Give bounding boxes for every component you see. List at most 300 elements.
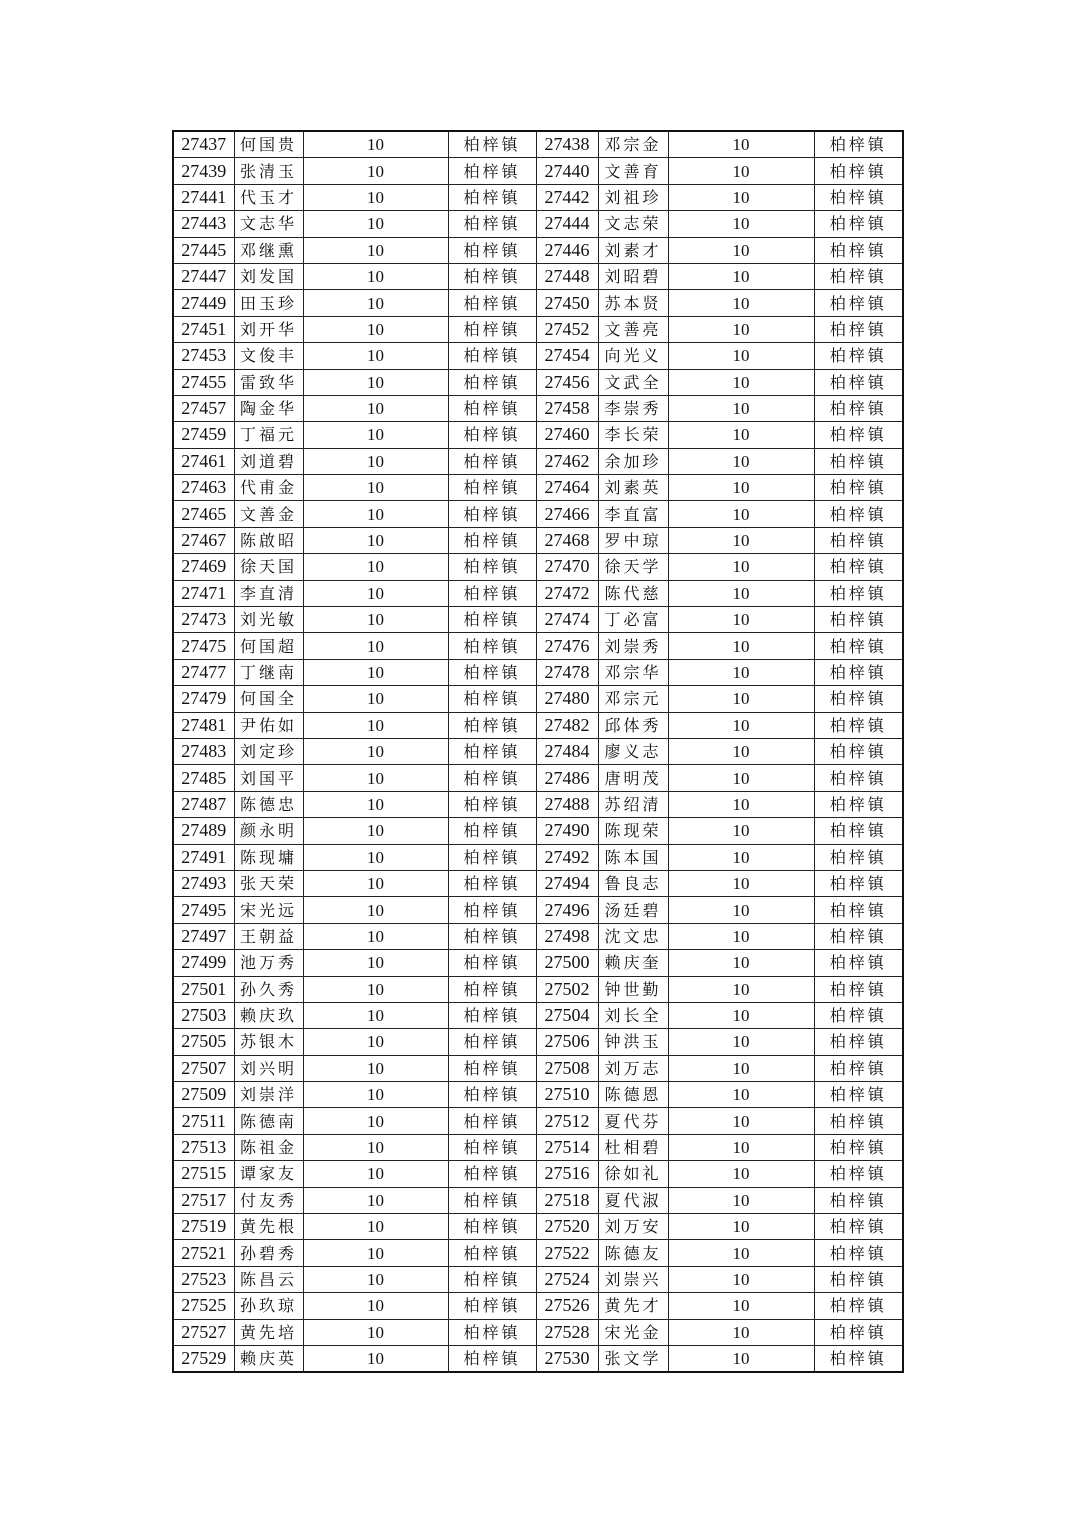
town-name-cell: 柏梓镇 — [448, 607, 536, 633]
town-name-cell: 柏梓镇 — [814, 738, 903, 764]
person-name-cell: 黄先根 — [234, 1214, 303, 1240]
town-name-cell: 柏梓镇 — [448, 738, 536, 764]
record-id-cell: 27462 — [536, 448, 598, 474]
town-name-cell: 柏梓镇 — [448, 976, 536, 1002]
amount-cell: 10 — [668, 554, 814, 580]
amount-cell: 10 — [303, 1293, 448, 1319]
record-id-cell: 27444 — [536, 211, 598, 237]
record-id-cell: 27451 — [173, 316, 234, 342]
record-id-cell: 27497 — [173, 923, 234, 949]
record-id-cell: 27459 — [173, 422, 234, 448]
person-name-cell: 夏代芬 — [598, 1108, 668, 1134]
amount-cell: 10 — [668, 870, 814, 896]
record-id-cell: 27503 — [173, 1002, 234, 1028]
town-name-cell: 柏梓镇 — [814, 976, 903, 1002]
amount-cell: 10 — [668, 131, 814, 158]
town-name-cell: 柏梓镇 — [814, 290, 903, 316]
town-name-cell: 柏梓镇 — [814, 1319, 903, 1345]
town-name-cell: 柏梓镇 — [448, 237, 536, 263]
table-row — [173, 395, 903, 421]
person-name-cell: 陈本国 — [598, 844, 668, 870]
record-id-cell: 27492 — [536, 844, 598, 870]
town-name-cell: 柏梓镇 — [448, 369, 536, 395]
record-id-cell: 27502 — [536, 976, 598, 1002]
amount-cell: 10 — [303, 1266, 448, 1292]
person-name-cell: 何国全 — [234, 686, 303, 712]
table-row — [173, 290, 903, 316]
record-id-cell: 27472 — [536, 580, 598, 606]
person-name-cell: 徐天国 — [234, 554, 303, 580]
person-name-cell: 孙碧秀 — [234, 1240, 303, 1266]
record-id-cell: 27496 — [536, 897, 598, 923]
town-name-cell: 柏梓镇 — [448, 554, 536, 580]
amount-cell: 10 — [303, 580, 448, 606]
record-id-cell: 27498 — [536, 923, 598, 949]
record-id-cell: 27440 — [536, 158, 598, 184]
record-id-cell: 27530 — [536, 1345, 598, 1372]
table-row — [173, 712, 903, 738]
table-row — [173, 343, 903, 369]
person-name-cell: 刘长全 — [598, 1002, 668, 1028]
town-name-cell: 柏梓镇 — [448, 422, 536, 448]
table-row — [173, 1082, 903, 1108]
record-id-cell: 27467 — [173, 527, 234, 553]
amount-cell: 10 — [668, 923, 814, 949]
amount-cell: 10 — [668, 1187, 814, 1213]
amount-cell: 10 — [303, 738, 448, 764]
person-name-cell: 刘万安 — [598, 1214, 668, 1240]
amount-cell: 10 — [668, 448, 814, 474]
town-name-cell: 柏梓镇 — [814, 1345, 903, 1372]
table-row — [173, 1214, 903, 1240]
amount-cell: 10 — [303, 686, 448, 712]
person-name-cell: 鲁良志 — [598, 870, 668, 896]
person-name-cell: 谭家友 — [234, 1161, 303, 1187]
person-name-cell: 颜永明 — [234, 818, 303, 844]
table-row — [173, 131, 903, 158]
town-name-cell: 柏梓镇 — [814, 791, 903, 817]
town-name-cell: 柏梓镇 — [814, 554, 903, 580]
table-row — [173, 501, 903, 527]
table-row — [173, 1055, 903, 1081]
amount-cell: 10 — [668, 501, 814, 527]
town-name-cell: 柏梓镇 — [448, 1293, 536, 1319]
person-name-cell: 刘素才 — [598, 237, 668, 263]
amount-cell: 10 — [303, 1055, 448, 1081]
person-name-cell: 钟世勤 — [598, 976, 668, 1002]
table-row — [173, 316, 903, 342]
person-name-cell: 文善亮 — [598, 316, 668, 342]
record-id-cell: 27455 — [173, 369, 234, 395]
amount-cell: 10 — [668, 897, 814, 923]
amount-cell: 10 — [668, 369, 814, 395]
person-name-cell: 李崇秀 — [598, 395, 668, 421]
amount-cell: 10 — [303, 1082, 448, 1108]
record-id-cell: 27450 — [536, 290, 598, 316]
record-id-cell: 27523 — [173, 1266, 234, 1292]
person-name-cell: 陈啟昭 — [234, 527, 303, 553]
amount-cell: 10 — [303, 501, 448, 527]
record-id-cell: 27443 — [173, 211, 234, 237]
record-id-cell: 27473 — [173, 607, 234, 633]
record-id-cell: 27445 — [173, 237, 234, 263]
table-row — [173, 527, 903, 553]
town-name-cell: 柏梓镇 — [814, 1293, 903, 1319]
record-id-cell: 27463 — [173, 475, 234, 501]
town-name-cell: 柏梓镇 — [448, 1266, 536, 1292]
record-id-cell: 27479 — [173, 686, 234, 712]
amount-cell: 10 — [668, 343, 814, 369]
amount-cell: 10 — [303, 712, 448, 738]
town-name-cell: 柏梓镇 — [448, 686, 536, 712]
person-name-cell: 何国贵 — [234, 131, 303, 158]
town-name-cell: 柏梓镇 — [814, 950, 903, 976]
amount-cell: 10 — [303, 1319, 448, 1345]
person-name-cell: 刘昭碧 — [598, 263, 668, 289]
amount-cell: 10 — [303, 1002, 448, 1028]
town-name-cell: 柏梓镇 — [448, 1082, 536, 1108]
table-row — [173, 686, 903, 712]
town-name-cell: 柏梓镇 — [814, 211, 903, 237]
town-name-cell: 柏梓镇 — [814, 343, 903, 369]
record-id-cell: 27447 — [173, 263, 234, 289]
person-name-cell: 刘崇洋 — [234, 1082, 303, 1108]
record-id-cell: 27505 — [173, 1029, 234, 1055]
person-name-cell: 文志华 — [234, 211, 303, 237]
record-id-cell: 27461 — [173, 448, 234, 474]
record-id-cell: 27516 — [536, 1161, 598, 1187]
person-name-cell: 赖庆玖 — [234, 1002, 303, 1028]
record-id-cell: 27457 — [173, 395, 234, 421]
person-name-cell: 赖庆英 — [234, 1345, 303, 1372]
table-row — [173, 870, 903, 896]
person-name-cell: 刘国平 — [234, 765, 303, 791]
person-name-cell: 孙久秀 — [234, 976, 303, 1002]
record-id-cell: 27477 — [173, 659, 234, 685]
person-name-cell: 苏绍清 — [598, 791, 668, 817]
town-name-cell: 柏梓镇 — [814, 1029, 903, 1055]
town-name-cell: 柏梓镇 — [814, 369, 903, 395]
amount-cell: 10 — [668, 738, 814, 764]
person-name-cell: 邓宗元 — [598, 686, 668, 712]
amount-cell: 10 — [668, 527, 814, 553]
town-name-cell: 柏梓镇 — [814, 1108, 903, 1134]
record-id-cell: 27488 — [536, 791, 598, 817]
amount-cell: 10 — [303, 448, 448, 474]
record-id-cell: 27460 — [536, 422, 598, 448]
person-name-cell: 丁继南 — [234, 659, 303, 685]
amount-cell: 10 — [668, 1161, 814, 1187]
person-name-cell: 宋光远 — [234, 897, 303, 923]
person-name-cell: 文志荣 — [598, 211, 668, 237]
record-id-cell: 27486 — [536, 765, 598, 791]
amount-cell: 10 — [303, 184, 448, 210]
record-id-cell: 27480 — [536, 686, 598, 712]
amount-cell: 10 — [303, 1134, 448, 1160]
amount-cell: 10 — [668, 712, 814, 738]
table-row — [173, 1108, 903, 1134]
table-row — [173, 738, 903, 764]
table-row — [173, 1345, 903, 1372]
record-id-cell: 27456 — [536, 369, 598, 395]
amount-cell: 10 — [303, 290, 448, 316]
record-id-cell: 27441 — [173, 184, 234, 210]
amount-cell: 10 — [668, 1293, 814, 1319]
amount-cell: 10 — [303, 633, 448, 659]
person-name-cell: 赖庆奎 — [598, 950, 668, 976]
town-name-cell: 柏梓镇 — [448, 1108, 536, 1134]
record-id-cell: 27501 — [173, 976, 234, 1002]
record-id-cell: 27509 — [173, 1082, 234, 1108]
town-name-cell: 柏梓镇 — [814, 448, 903, 474]
person-name-cell: 杜相碧 — [598, 1134, 668, 1160]
person-name-cell: 沈文忠 — [598, 923, 668, 949]
town-name-cell: 柏梓镇 — [814, 475, 903, 501]
town-name-cell: 柏梓镇 — [814, 1082, 903, 1108]
record-id-cell: 27493 — [173, 870, 234, 896]
town-name-cell: 柏梓镇 — [448, 527, 536, 553]
town-name-cell: 柏梓镇 — [814, 923, 903, 949]
table-row — [173, 1161, 903, 1187]
record-id-cell: 27449 — [173, 290, 234, 316]
person-name-cell: 陈祖金 — [234, 1134, 303, 1160]
record-id-cell: 27442 — [536, 184, 598, 210]
town-name-cell: 柏梓镇 — [814, 897, 903, 923]
town-name-cell: 柏梓镇 — [448, 263, 536, 289]
amount-cell: 10 — [303, 158, 448, 184]
record-id-cell: 27512 — [536, 1108, 598, 1134]
record-id-cell: 27439 — [173, 158, 234, 184]
town-name-cell: 柏梓镇 — [814, 844, 903, 870]
record-id-cell: 27438 — [536, 131, 598, 158]
person-name-cell: 付友秀 — [234, 1187, 303, 1213]
person-name-cell: 邱体秀 — [598, 712, 668, 738]
table-row — [173, 475, 903, 501]
town-name-cell: 柏梓镇 — [448, 659, 536, 685]
table-row — [173, 897, 903, 923]
amount-cell: 10 — [668, 1240, 814, 1266]
town-name-cell: 柏梓镇 — [814, 237, 903, 263]
person-name-cell: 汤廷碧 — [598, 897, 668, 923]
amount-cell: 10 — [303, 844, 448, 870]
amount-cell: 10 — [668, 765, 814, 791]
person-name-cell: 钟洪玉 — [598, 1029, 668, 1055]
person-name-cell: 尹佑如 — [234, 712, 303, 738]
table-row — [173, 1266, 903, 1292]
record-id-cell: 27482 — [536, 712, 598, 738]
person-name-cell: 黄先才 — [598, 1293, 668, 1319]
amount-cell: 10 — [303, 395, 448, 421]
amount-cell: 10 — [303, 422, 448, 448]
person-name-cell: 徐如礼 — [598, 1161, 668, 1187]
person-name-cell: 文善育 — [598, 158, 668, 184]
town-name-cell: 柏梓镇 — [448, 1240, 536, 1266]
amount-cell: 10 — [303, 263, 448, 289]
person-name-cell: 刘定珍 — [234, 738, 303, 764]
table-row — [173, 211, 903, 237]
amount-cell: 10 — [668, 633, 814, 659]
person-name-cell: 苏本贤 — [598, 290, 668, 316]
town-name-cell: 柏梓镇 — [814, 1055, 903, 1081]
table-row — [173, 765, 903, 791]
person-name-cell: 刘发国 — [234, 263, 303, 289]
person-name-cell: 孙玖琼 — [234, 1293, 303, 1319]
amount-cell: 10 — [303, 923, 448, 949]
amount-cell: 10 — [303, 765, 448, 791]
amount-cell: 10 — [303, 527, 448, 553]
town-name-cell: 柏梓镇 — [814, 263, 903, 289]
town-name-cell: 柏梓镇 — [448, 184, 536, 210]
record-id-cell: 27466 — [536, 501, 598, 527]
amount-cell: 10 — [303, 211, 448, 237]
record-id-cell: 27446 — [536, 237, 598, 263]
town-name-cell: 柏梓镇 — [814, 765, 903, 791]
person-name-cell: 向光义 — [598, 343, 668, 369]
amount-cell: 10 — [303, 131, 448, 158]
amount-cell: 10 — [668, 422, 814, 448]
person-name-cell: 邓宗金 — [598, 131, 668, 158]
amount-cell: 10 — [668, 184, 814, 210]
person-name-cell: 陈现荣 — [598, 818, 668, 844]
record-id-cell: 27483 — [173, 738, 234, 764]
town-name-cell: 柏梓镇 — [814, 131, 903, 158]
record-id-cell: 27490 — [536, 818, 598, 844]
town-name-cell: 柏梓镇 — [814, 1161, 903, 1187]
town-name-cell: 柏梓镇 — [448, 633, 536, 659]
record-id-cell: 27524 — [536, 1266, 598, 1292]
person-name-cell: 刘万志 — [598, 1055, 668, 1081]
amount-cell: 10 — [303, 1240, 448, 1266]
person-name-cell: 刘祖珍 — [598, 184, 668, 210]
table-row — [173, 818, 903, 844]
person-name-cell: 何国超 — [234, 633, 303, 659]
person-name-cell: 文俊丰 — [234, 343, 303, 369]
record-id-cell: 27527 — [173, 1319, 234, 1345]
town-name-cell: 柏梓镇 — [448, 1055, 536, 1081]
amount-cell: 10 — [303, 607, 448, 633]
town-name-cell: 柏梓镇 — [448, 897, 536, 923]
person-name-cell: 李直富 — [598, 501, 668, 527]
table-row — [173, 923, 903, 949]
amount-cell: 10 — [668, 791, 814, 817]
amount-cell: 10 — [303, 554, 448, 580]
amount-cell: 10 — [303, 343, 448, 369]
record-id-cell: 27511 — [173, 1108, 234, 1134]
amount-cell: 10 — [303, 870, 448, 896]
record-id-cell: 27525 — [173, 1293, 234, 1319]
town-name-cell: 柏梓镇 — [448, 395, 536, 421]
amount-cell: 10 — [668, 290, 814, 316]
record-id-cell: 27453 — [173, 343, 234, 369]
amount-cell: 10 — [668, 976, 814, 1002]
record-id-cell: 27506 — [536, 1029, 598, 1055]
person-name-cell: 陈昌云 — [234, 1266, 303, 1292]
amount-cell: 10 — [668, 1002, 814, 1028]
town-name-cell: 柏梓镇 — [448, 844, 536, 870]
amount-cell: 10 — [668, 1082, 814, 1108]
person-name-cell: 陈现墉 — [234, 844, 303, 870]
amount-cell: 10 — [303, 1214, 448, 1240]
roster-table — [172, 130, 904, 1373]
record-id-cell: 27529 — [173, 1345, 234, 1372]
table-row — [173, 158, 903, 184]
record-id-cell: 27469 — [173, 554, 234, 580]
amount-cell: 10 — [668, 211, 814, 237]
amount-cell: 10 — [668, 844, 814, 870]
table-row — [173, 580, 903, 606]
amount-cell: 10 — [303, 1029, 448, 1055]
town-name-cell: 柏梓镇 — [448, 1002, 536, 1028]
amount-cell: 10 — [303, 659, 448, 685]
town-name-cell: 柏梓镇 — [814, 184, 903, 210]
town-name-cell: 柏梓镇 — [814, 1134, 903, 1160]
table-row — [173, 184, 903, 210]
amount-cell: 10 — [668, 686, 814, 712]
record-id-cell: 27520 — [536, 1214, 598, 1240]
person-name-cell: 张天荣 — [234, 870, 303, 896]
person-name-cell: 张清玉 — [234, 158, 303, 184]
person-name-cell: 李长荣 — [598, 422, 668, 448]
person-name-cell: 文善金 — [234, 501, 303, 527]
person-name-cell: 徐天学 — [598, 554, 668, 580]
person-name-cell: 陶金华 — [234, 395, 303, 421]
amount-cell: 10 — [668, 1134, 814, 1160]
town-name-cell: 柏梓镇 — [814, 686, 903, 712]
record-id-cell: 27476 — [536, 633, 598, 659]
amount-cell: 10 — [668, 158, 814, 184]
table-row — [173, 633, 903, 659]
town-name-cell: 柏梓镇 — [448, 131, 536, 158]
record-id-cell: 27504 — [536, 1002, 598, 1028]
person-name-cell: 宋光金 — [598, 1319, 668, 1345]
record-id-cell: 27528 — [536, 1319, 598, 1345]
town-name-cell: 柏梓镇 — [814, 607, 903, 633]
town-name-cell: 柏梓镇 — [448, 343, 536, 369]
record-id-cell: 27437 — [173, 131, 234, 158]
town-name-cell: 柏梓镇 — [814, 1266, 903, 1292]
town-name-cell: 柏梓镇 — [814, 633, 903, 659]
amount-cell: 10 — [668, 1214, 814, 1240]
person-name-cell: 刘兴明 — [234, 1055, 303, 1081]
town-name-cell: 柏梓镇 — [814, 818, 903, 844]
town-name-cell: 柏梓镇 — [814, 1002, 903, 1028]
table-row — [173, 237, 903, 263]
amount-cell: 10 — [668, 395, 814, 421]
person-name-cell: 丁福元 — [234, 422, 303, 448]
person-name-cell: 廖义志 — [598, 738, 668, 764]
record-id-cell: 27517 — [173, 1187, 234, 1213]
person-name-cell: 陈德恩 — [598, 1082, 668, 1108]
record-id-cell: 27499 — [173, 950, 234, 976]
record-id-cell: 27495 — [173, 897, 234, 923]
person-name-cell: 刘道碧 — [234, 448, 303, 474]
amount-cell: 10 — [668, 263, 814, 289]
amount-cell: 10 — [668, 1345, 814, 1372]
table-row — [173, 448, 903, 474]
amount-cell: 10 — [303, 316, 448, 342]
amount-cell: 10 — [668, 950, 814, 976]
person-name-cell: 陈德忠 — [234, 791, 303, 817]
amount-cell: 10 — [668, 1055, 814, 1081]
table-row — [173, 1240, 903, 1266]
person-name-cell: 余加珍 — [598, 448, 668, 474]
person-name-cell: 刘光敏 — [234, 607, 303, 633]
table-row — [173, 554, 903, 580]
record-id-cell: 27510 — [536, 1082, 598, 1108]
amount-cell: 10 — [668, 475, 814, 501]
town-name-cell: 柏梓镇 — [814, 712, 903, 738]
person-name-cell: 陈代慈 — [598, 580, 668, 606]
